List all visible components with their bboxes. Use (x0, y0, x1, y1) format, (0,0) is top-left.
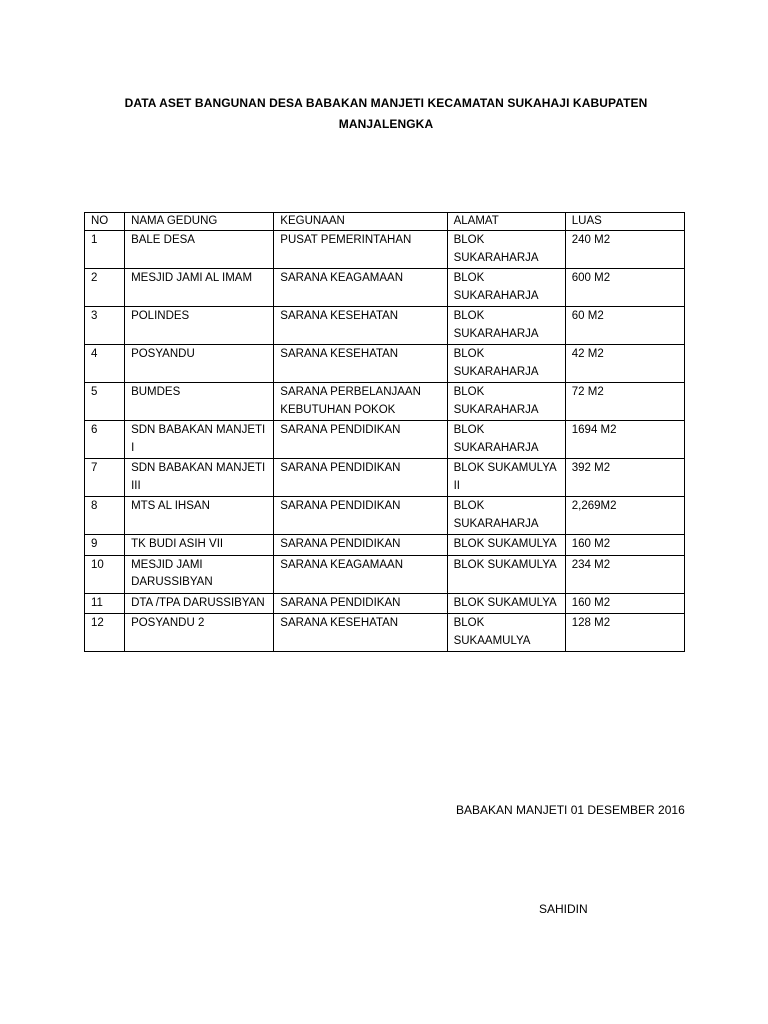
cell-luas: 160 M2 (565, 593, 684, 614)
cell-no: 3 (85, 307, 125, 345)
table-row (85, 497, 685, 535)
cell-kegunaan: SARANA PENDIDIKAN (274, 421, 447, 459)
cell-no: 8 (85, 497, 125, 535)
cell-luas: 234 M2 (565, 555, 684, 593)
signer-name: SAHIDIN (539, 902, 588, 916)
cell-nama: POLINDES (125, 307, 274, 345)
cell-luas: 240 M2 (565, 231, 684, 269)
table-row (85, 383, 685, 421)
cell-kegunaan: SARANA KESEHATAN (274, 345, 447, 383)
cell-alamat: BLOK SUKARAHARJA (447, 231, 565, 269)
cell-luas: 160 M2 (565, 535, 684, 556)
cell-kegunaan: SARANA PENDIDIKAN (274, 593, 447, 614)
header-kegunaan: KEGUNAAN (274, 213, 447, 231)
cell-no: 9 (85, 535, 125, 556)
table-row (85, 614, 685, 652)
cell-luas: 392 M2 (565, 459, 684, 497)
cell-nama: BUMDES (125, 383, 274, 421)
header-luas: LUAS (565, 213, 684, 231)
header-no: NO (85, 213, 125, 231)
cell-alamat: BLOK SUKAMULYA (447, 535, 565, 556)
table-row (85, 421, 685, 459)
table-row (85, 555, 685, 593)
cell-alamat: BLOK SUKARAHARJA (447, 307, 565, 345)
table-row (85, 231, 685, 269)
cell-luas: 128 M2 (565, 614, 684, 652)
cell-no: 12 (85, 614, 125, 652)
cell-no: 1 (85, 231, 125, 269)
table-row (85, 593, 685, 614)
header-nama-gedung: NAMA GEDUNG (125, 213, 274, 231)
cell-alamat: BLOK SUKARAHARJA (447, 383, 565, 421)
cell-no: 10 (85, 555, 125, 593)
cell-luas: 2,269M2 (565, 497, 684, 535)
cell-kegunaan: SARANA PENDIDIKAN (274, 535, 447, 556)
cell-alamat: BLOK SUKARAHARJA (447, 345, 565, 383)
cell-kegunaan: SARANA PENDIDIKAN (274, 459, 447, 497)
cell-luas: 1694 M2 (565, 421, 684, 459)
document-title-line-2: MANJALENGKA (338, 117, 434, 131)
cell-kegunaan: SARANA PERBELANJAAN KEBUTUHAN POKOK (274, 383, 447, 421)
document-title-line-1: DATA ASET BANGUNAN DESA BABAKAN MANJETI KECAMATAN SUKAHAJI KABUPATEN (124, 96, 648, 110)
cell-nama: MTS AL IHSAN (125, 497, 274, 535)
cell-nama: MESJID JAMI AL IMAM (125, 269, 274, 307)
cell-luas: 42 M2 (565, 345, 684, 383)
cell-no: 6 (85, 421, 125, 459)
cell-nama: POSYANDU (125, 345, 274, 383)
cell-kegunaan: SARANA KEAGAMAAN (274, 555, 447, 593)
cell-alamat: BLOK SUKAMULYA (447, 555, 565, 593)
cell-alamat: BLOK SUKAMULYA (447, 593, 565, 614)
cell-alamat: BLOK SUKARAHARJA (447, 497, 565, 535)
cell-luas: 600 M2 (565, 269, 684, 307)
cell-no: 7 (85, 459, 125, 497)
cell-nama: MESJID JAMI DARUSSIBYAN (125, 555, 274, 593)
asset-table (84, 212, 685, 652)
cell-alamat: BLOK SUKAAMULYA (447, 614, 565, 652)
table-row (85, 459, 685, 497)
table-row (85, 345, 685, 383)
cell-nama: SDN BABAKAN MANJETI III (125, 459, 274, 497)
table-header-row (85, 213, 685, 231)
cell-nama: TK BUDI ASIH VII (125, 535, 274, 556)
document-title (96, 93, 676, 135)
cell-kegunaan: SARANA KEAGAMAAN (274, 269, 447, 307)
cell-nama: POSYANDU 2 (125, 614, 274, 652)
cell-no: 5 (85, 383, 125, 421)
cell-luas: 72 M2 (565, 383, 684, 421)
cell-kegunaan: PUSAT PEMERINTAHAN (274, 231, 447, 269)
table-row (85, 535, 685, 556)
cell-nama: BALE DESA (125, 231, 274, 269)
cell-alamat: BLOK SUKARAHARJA (447, 269, 565, 307)
cell-no: 11 (85, 593, 125, 614)
table-row (85, 307, 685, 345)
table-row (85, 269, 685, 307)
cell-nama: DTA /TPA DARUSSIBYAN (125, 593, 274, 614)
cell-luas: 60 M2 (565, 307, 684, 345)
header-alamat: ALAMAT (447, 213, 565, 231)
cell-kegunaan: SARANA KESEHATAN (274, 307, 447, 345)
cell-kegunaan: SARANA PENDIDIKAN (274, 497, 447, 535)
cell-nama: SDN BABAKAN MANJETI I (125, 421, 274, 459)
cell-alamat: BLOK SUKAMULYA II (447, 459, 565, 497)
cell-alamat: BLOK SUKARAHARJA (447, 421, 565, 459)
cell-kegunaan: SARANA KESEHATAN (274, 614, 447, 652)
cell-no: 2 (85, 269, 125, 307)
cell-no: 4 (85, 345, 125, 383)
place-and-date: BABAKAN MANJETI 01 DESEMBER 2016 (456, 803, 685, 817)
